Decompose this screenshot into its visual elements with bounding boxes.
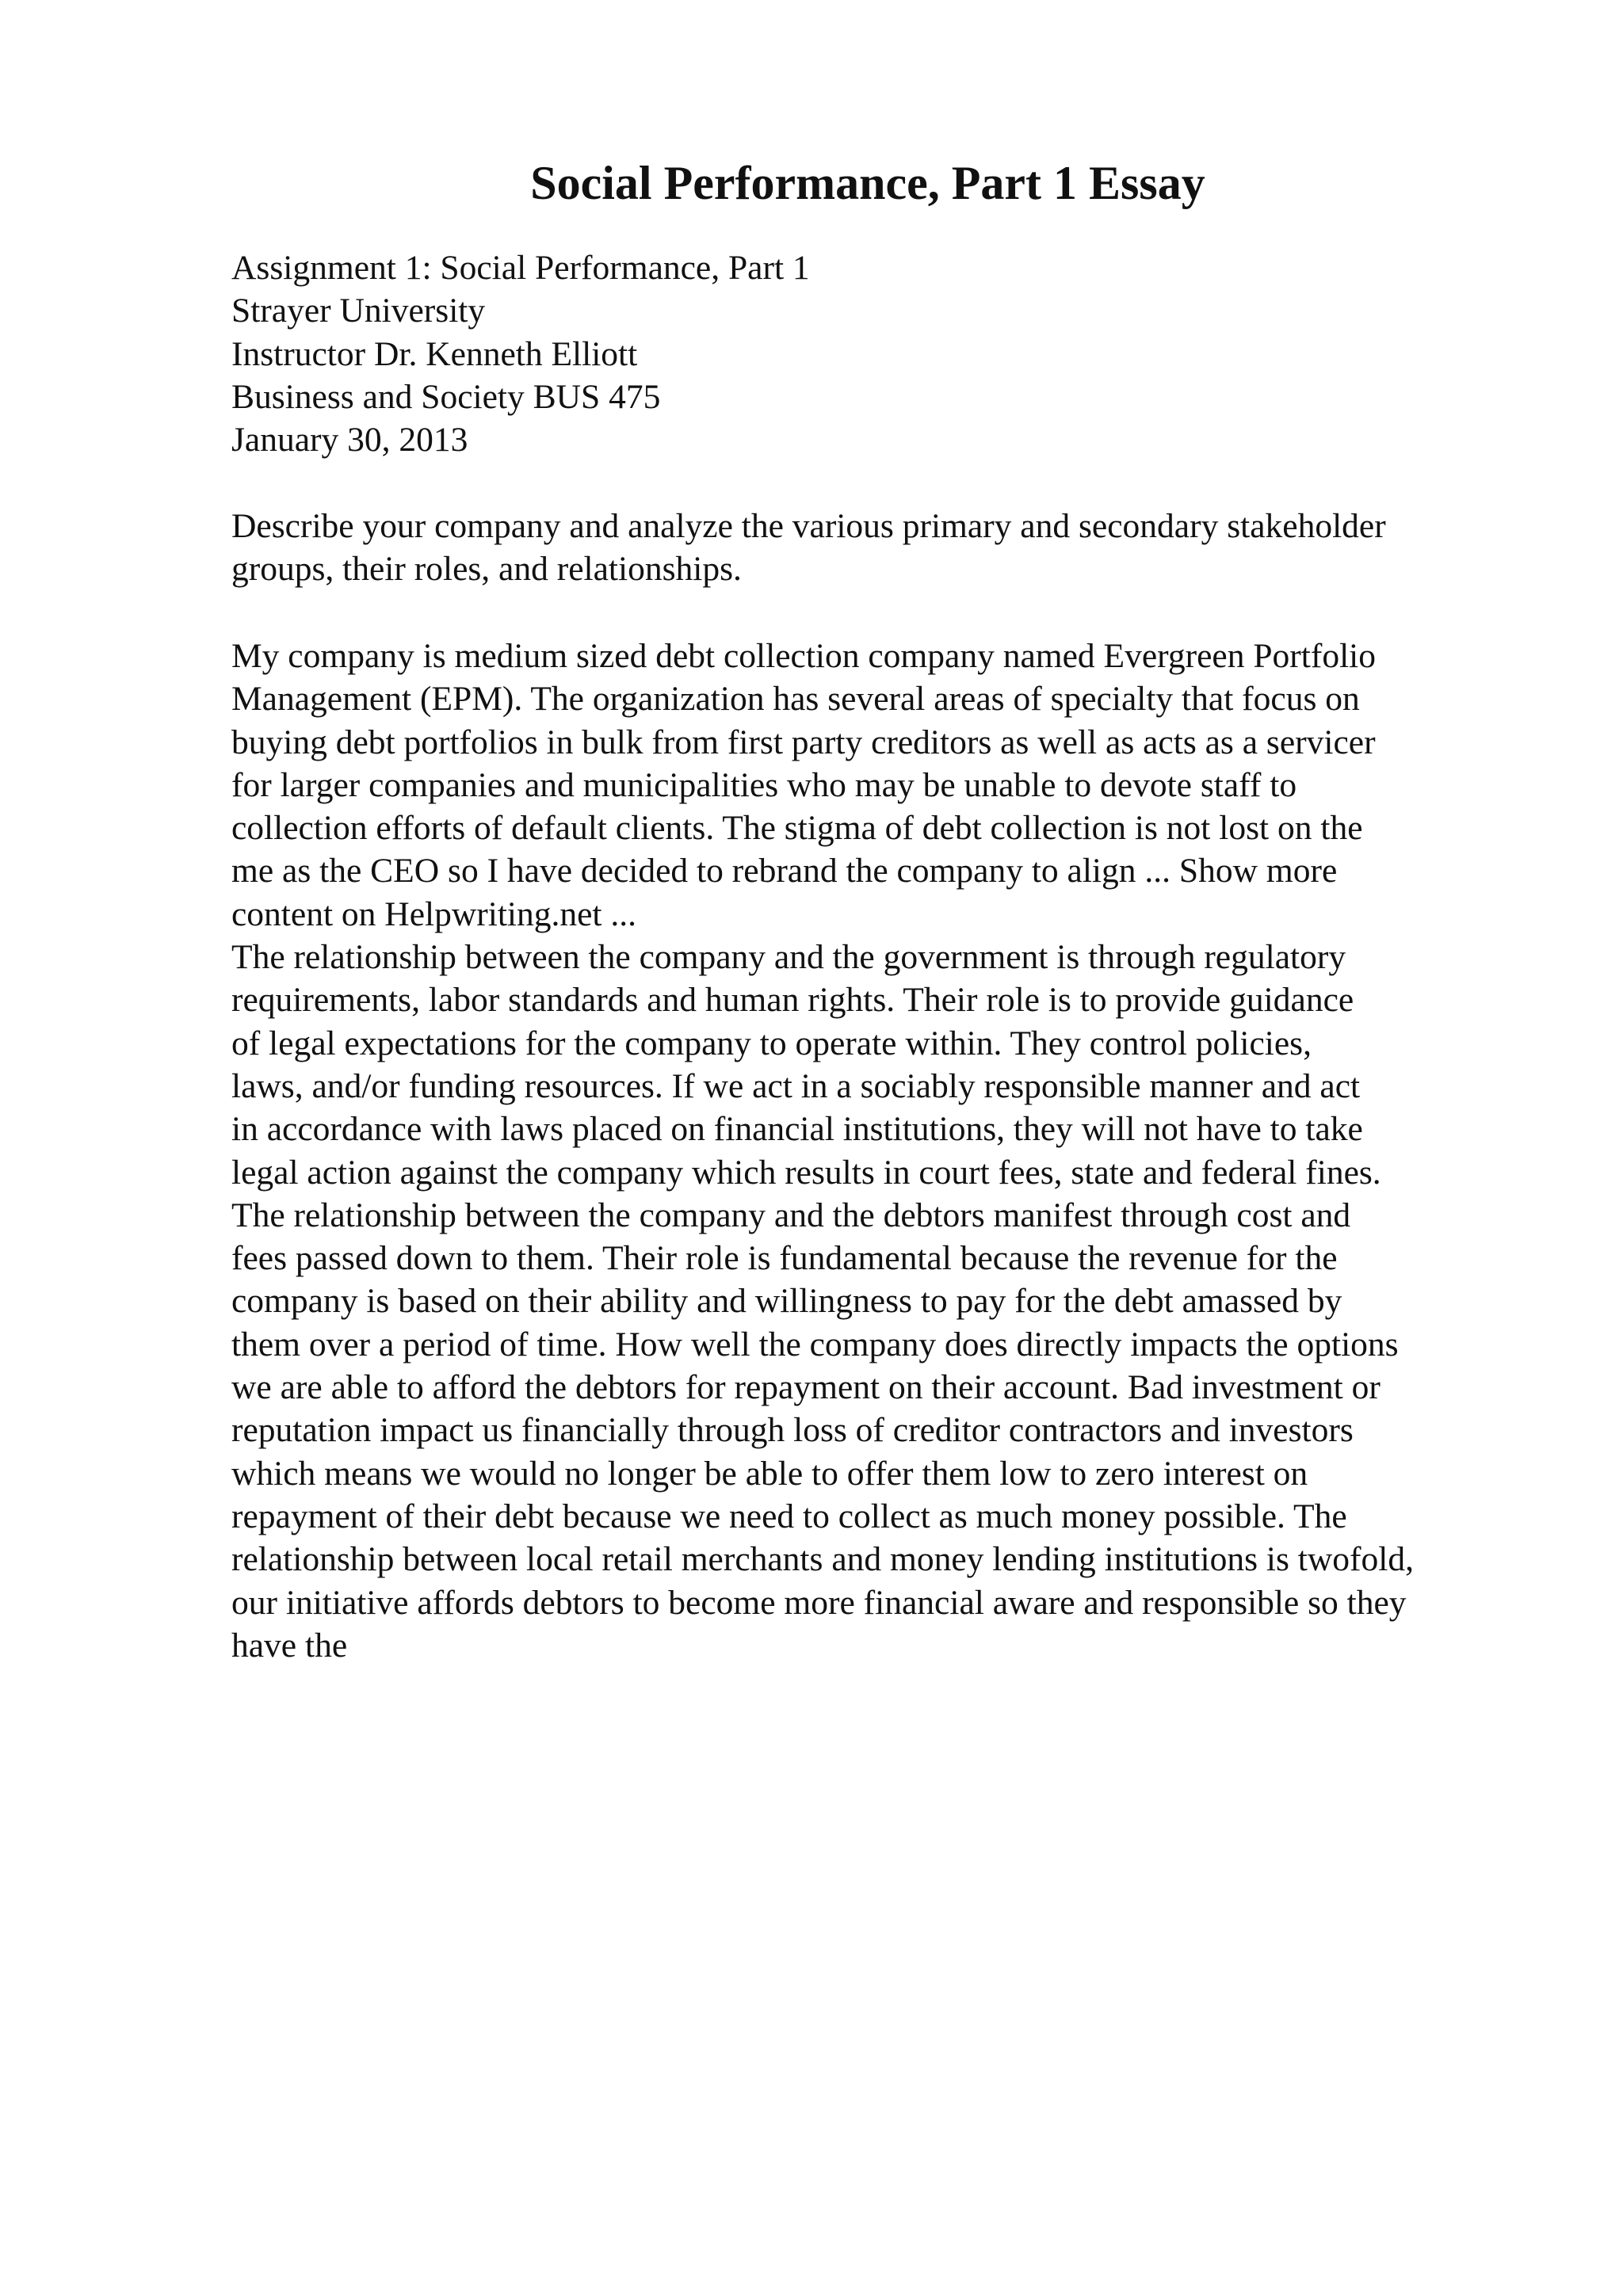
- body-line: reputation impact us financially through loss of creditor contractors and investors: [231, 1411, 1354, 1450]
- body-line: buying debt portfolios in bulk from first party creditors as well as acts as a servicer: [231, 723, 1376, 761]
- body-line: The relationship between the company and the government is through regulatory: [231, 938, 1346, 977]
- body-line: company is based on their ability and willingness to pay for the debt amassed by: [231, 1282, 1342, 1321]
- body-line: we are able to afford the debtors for repayment on their account. Bad investment or: [231, 1368, 1381, 1407]
- header-line-date: January 30, 2013: [231, 421, 468, 460]
- body-line: The relationship between the company and the debtors manifest through cost and: [231, 1196, 1351, 1234]
- header-line-instructor: Instructor Dr. Kenneth Elliott: [231, 334, 638, 373]
- body-line: for larger companies and municipalities who may be unable to devote staff to: [231, 765, 1297, 804]
- body-line: fees passed down to them. Their role is fundamental because the revenue for the: [231, 1239, 1338, 1278]
- prompt-line: groups, their roles, and relationships.: [231, 550, 742, 589]
- body-line: legal action against the company which results in court fees, state and federal fines.: [231, 1153, 1381, 1192]
- prompt-line: Describe your company and analyze the various primary and secondary stakeholder: [231, 507, 1386, 545]
- body-line: have the: [231, 1626, 348, 1665]
- document-title: Social Performance, Part 1 Essay: [530, 157, 1205, 209]
- body-line: collection efforts of default clients. The stigma of debt collection is not lost on the: [231, 809, 1363, 848]
- assignment-header: [231, 246, 1547, 461]
- body-line: which means we would no longer be able to offer them low to zero interest on: [231, 1454, 1308, 1493]
- body-line: in accordance with laws placed on financial institutions, they will not have to take: [231, 1110, 1363, 1149]
- body-line: of legal expectations for the company to operate within. They control policies,: [231, 1024, 1312, 1062]
- header-line-course: Business and Society BUS 475: [231, 377, 661, 416]
- body-line: relationship between local retail merchants and money lending institutions is twofold,: [231, 1540, 1414, 1579]
- body-line: me as the CEO so I have decided to rebrand the company to align ... Show more: [231, 852, 1338, 891]
- body-line: our initiative affords debtors to become more financial aware and responsible so they: [231, 1583, 1407, 1622]
- body-line: them over a period of time. How well the company does directly impacts the options: [231, 1325, 1399, 1363]
- body-line: repayment of their debt because we need to collect as much money possible. The: [231, 1497, 1347, 1535]
- body-line: content on Helpwriting.net ...: [231, 894, 637, 933]
- body-line: Management (EPM). The organization has several areas of specialty that focus on: [231, 680, 1360, 719]
- essay-body: [231, 635, 1547, 1667]
- assignment-prompt: [231, 505, 1547, 591]
- body-line: requirements, labor standards and human rights. Their role is to provide guidance: [231, 981, 1354, 1020]
- body-line: My company is medium sized debt collection company named Evergreen Portfolio: [231, 637, 1376, 675]
- body-line: laws, and/or funding resources. If we act in a sociably responsible manner and act: [231, 1066, 1361, 1105]
- header-line-university: Strayer University: [231, 292, 486, 330]
- header-line-assignment: Assignment 1: Social Performance, Part 1: [231, 249, 810, 287]
